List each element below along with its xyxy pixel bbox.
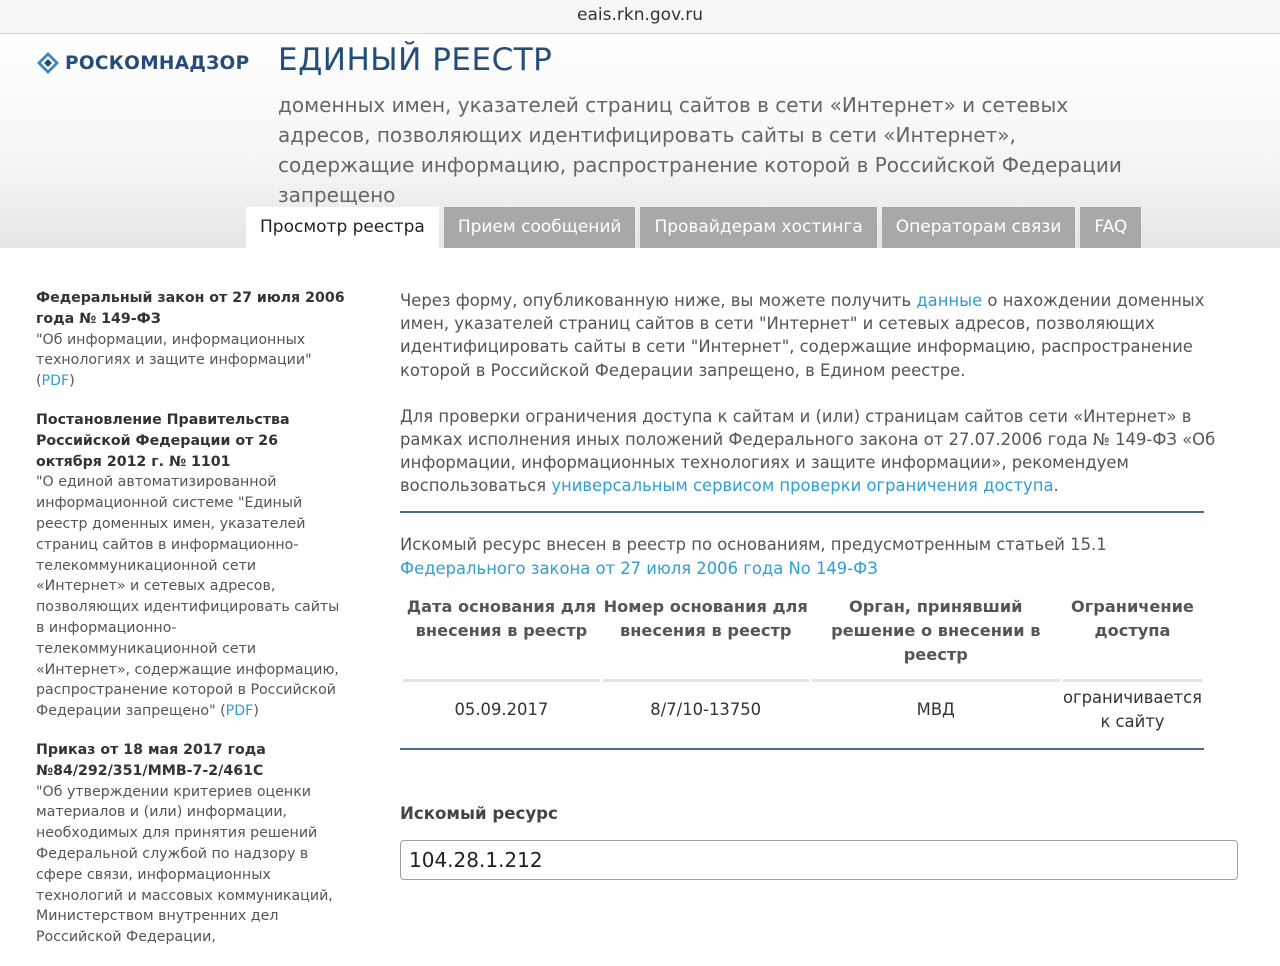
pdf-link[interactable]: PDF — [41, 373, 70, 390]
tab-registry-view[interactable]: Просмотр реестра — [246, 207, 439, 248]
data-link[interactable]: данные — [916, 291, 983, 310]
table-row — [403, 682, 1202, 734]
rkn-emblem-icon — [36, 51, 60, 75]
result-table — [400, 592, 1205, 734]
col-header-number: Номер основания для внесения в реестр — [603, 592, 809, 682]
check-service-link[interactable]: универсальным сервисом проверки ограничения доступа — [551, 476, 1054, 496]
cell-restriction: ограничивается к сайту — [1062, 688, 1202, 731]
col-header-restriction: Ограничение доступа — [1063, 592, 1202, 682]
tab-faq[interactable]: FAQ — [1080, 207, 1141, 248]
col-header-authority: Орган, принявший решение о внесении в реестр — [812, 592, 1060, 682]
page-title: ЕДИНЫЙ РЕЕСТР — [278, 42, 553, 78]
tab-hosting-providers[interactable]: Провайдерам хостинга — [640, 207, 876, 248]
divider — [400, 511, 1204, 513]
page-subtitle: доменных имен, указателей страниц сайтов в сети «Интернет» и сетевых адресов, позволяющих идентифицировать сайты в сети «Интернет», содержащие информацию, распространение которой в Российской Федерации запрещено — [278, 93, 1122, 207]
nav-tabs — [246, 207, 1146, 248]
cell-authority: МВД — [916, 700, 955, 719]
sidebar-item-tail: ) — [69, 373, 75, 390]
tab-telecom-operators[interactable]: Операторам связи — [882, 207, 1076, 248]
cell-number: 8/7/10-13750 — [650, 700, 762, 719]
sidebar-item-tail: ) — [253, 703, 259, 720]
divider — [400, 748, 1204, 750]
sidebar-item-title: Приказ от 18 мая 2017 года №84/292/351/ММВ-7-2/461С — [36, 741, 266, 779]
cell-date: 05.09.2017 — [454, 700, 549, 719]
col-header-date: Дата основания для внесения в реестр — [403, 592, 600, 682]
resource-label: Искомый ресурс — [400, 804, 558, 823]
result-notice — [400, 533, 1220, 581]
result-text: Искомый ресурс внесен в реестр по основаниям, предусмотренным статьей 15.1 — [400, 535, 1107, 554]
sidebar-legal-docs — [36, 288, 346, 966]
sidebar-item — [36, 288, 346, 392]
main-content — [400, 289, 1240, 498]
sidebar-item-text: "Об утверждении критериев оценки материалов и (или) информации, необходимых для принятия решений Федеральной службой по надзору в сфере связи, информационных технологий и массовых коммуникаций, Министерством внутренних дел Российской Федерации, — [36, 783, 333, 946]
sidebar-item — [36, 740, 346, 948]
check-paragraph — [400, 405, 1235, 498]
logo-text: РОСКОМНАДЗОР — [65, 52, 250, 74]
rkn-logo[interactable] — [36, 50, 249, 76]
federal-law-link[interactable]: Федерального закона от 27 июля 2006 года No 149-ФЗ — [400, 559, 878, 578]
check-tail: . — [1053, 476, 1059, 496]
sidebar-item — [36, 410, 346, 722]
intro-text: Через форму, опубликованную ниже, вы можете получить — [400, 291, 917, 310]
site-header — [0, 34, 1280, 248]
pdf-link[interactable]: PDF — [225, 703, 254, 720]
resource-input[interactable] — [400, 840, 1238, 880]
intro-text-end: о нахождении доменных имен, указателей страниц сайтов в сети "Интернет" и сетевых адресов, позволяющих идентифицировать сайты в сети "Интернет", содержащие информацию, распространение которой в Российской Федерации запрещено, в Едином реестре. — [400, 291, 1205, 380]
sidebar-item-title: Федеральный закон от 27 июля 2006 года № 149-ФЗ — [36, 290, 345, 327]
intro-paragraph — [400, 289, 1235, 382]
sidebar-item-text: "Об информации, информационных технологиях и защите информации" ( — [36, 331, 312, 390]
url-text[interactable]: eais.rkn.gov.ru — [577, 5, 703, 25]
check-text: Для проверки ограничения доступа к сайтам и (или) страницам сайтов сети «Интернет» в рамках исполнения иных положений Федерального закона от 27.07.2006 года № 149-ФЗ «Об информации, информационных технологиях и защите информации», рекомендуем воспользоваться — [400, 406, 1216, 496]
browser-address-bar[interactable] — [0, 0, 1280, 34]
sidebar-item-title: Постановление Правительства Российской Федерации от 26 октября 2012 г. № 1101 — [36, 411, 290, 470]
sidebar-item-text: "О единой автоматизированной информационной системе "Единый реестр доменных имен, указателей страниц сайтов в информационно-телекоммуникационной сети «Интернет» и сетевых адресов, позволяющих идентифицировать сайты в информационно-телекоммуникационной сети «Интернет», содержащие информацию, распространение которой в Российской Федерации запрещено" ( — [36, 474, 340, 720]
tab-messages[interactable]: Прием сообщений — [444, 207, 636, 248]
